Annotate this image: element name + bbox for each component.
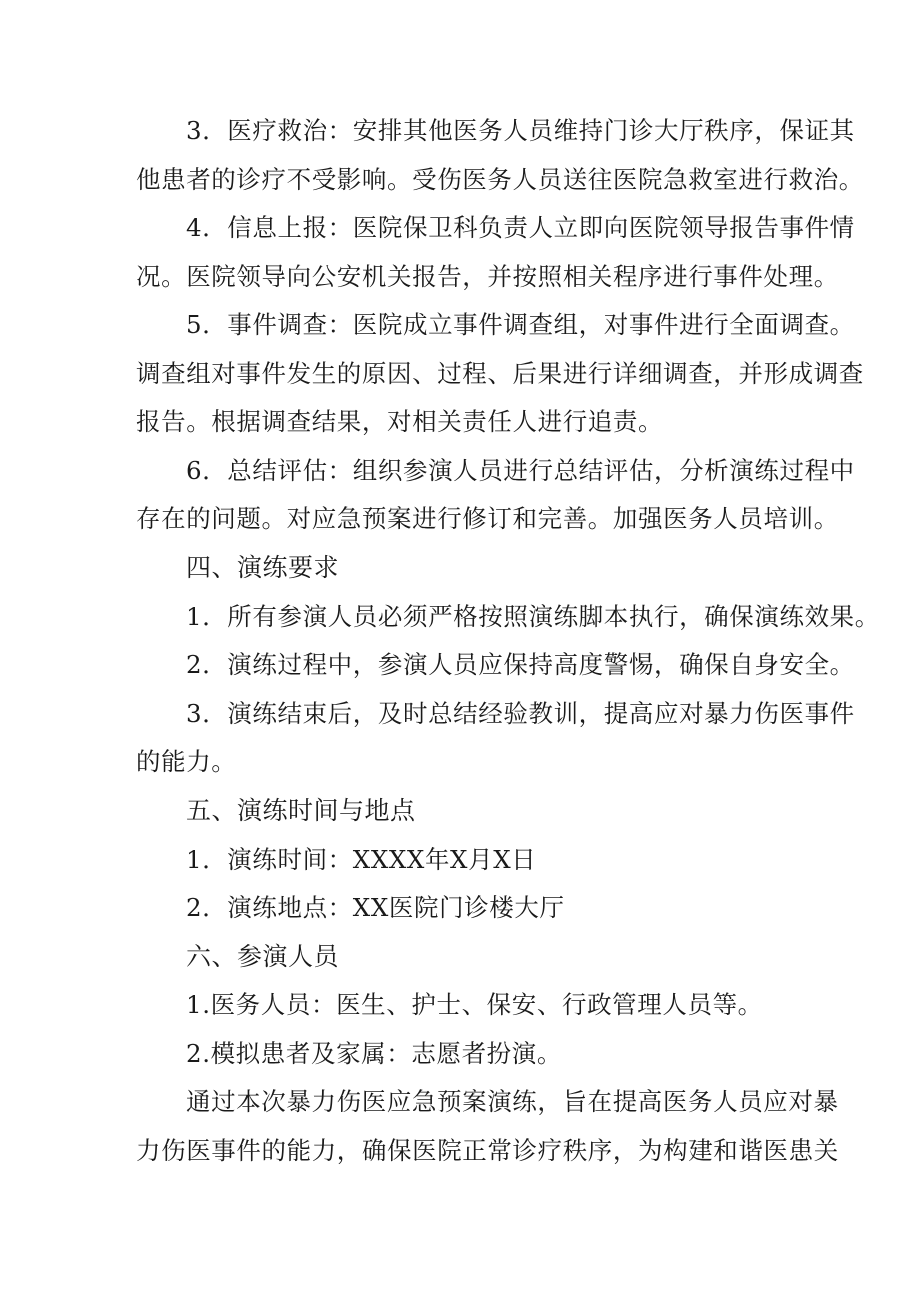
drill-time: 1．演练时间：XXXX年X月X日 [186, 845, 537, 874]
section-heading-participants: 六、参演人员 [186, 942, 340, 971]
item-6-summary-line-1: 6．总结评估：组织参演人员进行总结评估，分析演练过程中 [186, 456, 855, 485]
item-3-medical-treatment-line-1: 3．医疗救治：安排其他医务人员维持门诊大厅秩序，保证其 [186, 116, 855, 145]
participants-simulated-patients: 2.模拟患者及家属：志愿者扮演。 [186, 1039, 562, 1068]
item-4-info-report-line-1: 4．信息上报：医院保卫科负责人立即向医院领导报告事件情 [186, 213, 855, 242]
requirement-2: 2．演练过程中，参演人员应保持高度警惕，确保自身安全。 [186, 650, 855, 679]
item-5-investigation-line-1: 5．事件调查：医院成立事件调查组，对事件进行全面调查。 [186, 310, 855, 339]
item-6-summary-line-2: 存在的问题。对应急预案进行修订和完善。加强医务人员培训。 [136, 504, 839, 533]
requirement-3-line-2: 的能力。 [136, 747, 237, 776]
item-3-medical-treatment-line-2: 他患者的诊疗不受影响。受伤医务人员送往医院急救室进行救治。 [136, 165, 864, 194]
item-4-info-report-line-2: 况。医院领导向公安机关报告，并按照相关程序进行事件处理。 [136, 262, 839, 291]
conclusion-line-1: 通过本次暴力伤医应急预案演练，旨在提高医务人员应对暴 [186, 1087, 839, 1116]
drill-location: 2．演练地点：XX医院门诊楼大厅 [186, 893, 565, 922]
item-5-investigation-line-2: 调查组对事件发生的原因、过程、后果进行详细调查，并形成调查 [136, 359, 864, 388]
conclusion-line-2: 力伤医事件的能力，确保医院正常诊疗秩序，为构建和谐医患关 [136, 1136, 839, 1165]
section-heading-time-location: 五、演练时间与地点 [186, 796, 416, 825]
requirement-1: 1．所有参演人员必须严格按照演练脚本执行，确保演练效果。 [186, 602, 880, 631]
section-heading-requirements: 四、演练要求 [186, 553, 340, 582]
requirement-3-line-1: 3．演练结束后，及时总结经验教训，提高应对暴力伤医事件 [186, 699, 855, 728]
participants-medical-staff: 1.医务人员：医生、护士、保安、行政管理人员等。 [186, 990, 763, 1019]
item-5-investigation-line-3: 报告。根据调查结果，对相关责任人进行追责。 [136, 407, 664, 436]
